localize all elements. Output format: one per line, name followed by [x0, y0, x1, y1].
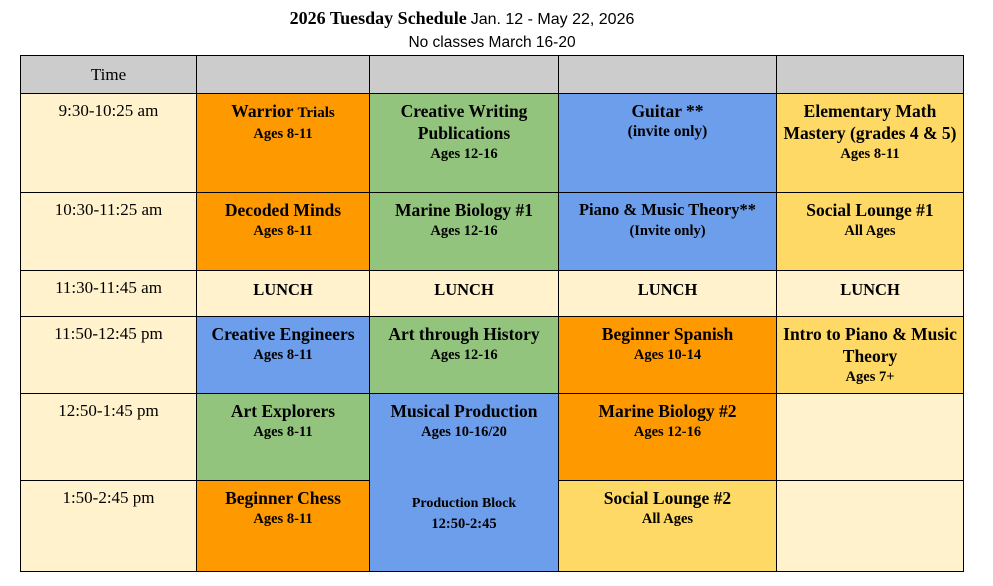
production-block-label: Production Block [411, 496, 517, 511]
class-cell [559, 94, 777, 193]
class-cell [370, 317, 559, 394]
no-classes-note: No classes March 16-20 [408, 34, 576, 51]
class-ages: (Invite only) [629, 223, 706, 239]
class-name: Creative Engineers [211, 324, 355, 344]
class-cell [197, 394, 370, 481]
time-slot: 12:50-1:45 pm [21, 394, 197, 481]
table-row [21, 317, 964, 394]
class-ages: Ages 12-16 [430, 223, 498, 239]
schedule-table [20, 55, 964, 572]
time-slot: 11:50-12:45 pm [21, 317, 197, 394]
time-slot: 9:30-10:25 am [21, 94, 197, 193]
table-row [21, 94, 964, 193]
title-text: 2026 Tuesday Schedule [289, 8, 467, 28]
class-ages: Ages 8-11 [253, 223, 313, 239]
production-block-cell [370, 394, 559, 572]
class-cell [777, 317, 964, 394]
schedule-title [0, 8, 924, 29]
class-ages: Ages 7+ [845, 369, 895, 385]
class-ages: Ages 8-11 [253, 424, 313, 440]
class-cell [777, 193, 964, 271]
class-ages: All Ages [641, 511, 694, 527]
class-cell [559, 394, 777, 481]
class-ages: Ages 8-11 [253, 126, 313, 142]
class-cell [197, 481, 370, 572]
class-ages: Ages 8-11 [253, 347, 313, 363]
class-name: Intro to Piano & Music Theory [783, 324, 957, 366]
class-ages: Ages 10-14 [633, 347, 702, 363]
class-name: Beginner Chess [225, 488, 341, 508]
time-slot: 11:30-11:45 am [21, 271, 197, 317]
class-cell [559, 317, 777, 394]
class-cell [197, 317, 370, 394]
class-ages: Ages 8-11 [253, 511, 313, 527]
time-header: Time [21, 56, 197, 94]
time-slot: 10:30-11:25 am [21, 193, 197, 271]
class-cell [559, 481, 777, 572]
column-header-4 [777, 56, 964, 94]
class-name-part: Trials [297, 105, 335, 121]
class-ages: Ages 8-11 [840, 146, 900, 162]
class-name-part: Warrior [231, 101, 294, 121]
empty-cell [777, 481, 964, 572]
time-slot: 1:50-2:45 pm [21, 481, 197, 572]
date-range: Jan. 12 - May 22, 2026 [470, 11, 635, 28]
table-row [21, 394, 964, 481]
class-ages: (invite only) [627, 123, 708, 140]
class-name: Social Lounge #2 [603, 488, 732, 508]
class-name: Social Lounge #1 [806, 200, 934, 220]
class-ages: All Ages [844, 223, 896, 239]
class-name: Decoded Minds [224, 200, 342, 220]
class-cell [197, 193, 370, 271]
class-name: Creative Writing Publications [400, 101, 528, 143]
header-row [21, 56, 964, 94]
table-row [21, 271, 964, 317]
column-header-2 [370, 56, 559, 94]
lunch-cell: LUNCH [559, 271, 777, 317]
class-name: Elementary Math Mastery (grades 4 & 5) [783, 101, 957, 143]
column-header-3 [559, 56, 777, 94]
class-name: Guitar ** [631, 101, 704, 121]
class-name: Marine Biology #1 [394, 200, 534, 220]
class-ages: Ages 12-16 [430, 347, 498, 363]
table-row [21, 193, 964, 271]
production-block-time: 12:50-2:45 [431, 516, 497, 532]
class-cell [370, 94, 559, 193]
class-name [199, 94, 367, 124]
class-name: Beginner Spanish [601, 324, 734, 344]
class-name: Art Explorers [230, 401, 336, 421]
class-cell [777, 94, 964, 193]
lunch-cell: LUNCH [197, 271, 370, 317]
class-name: Marine Biology #2 [598, 401, 737, 421]
class-ages: Ages 12-16 [633, 424, 702, 440]
class-ages: Ages 12-16 [430, 146, 498, 162]
class-name: Piano & Music Theory** [578, 200, 757, 219]
class-ages: Ages 10-16/20 [421, 424, 507, 440]
lunch-cell: LUNCH [777, 271, 964, 317]
column-header-1 [197, 56, 370, 94]
class-name: Musical Production [390, 401, 538, 421]
empty-cell [777, 394, 964, 481]
class-name: Art through History [388, 324, 540, 344]
class-cell [197, 94, 370, 193]
class-cell [559, 193, 777, 271]
lunch-cell: LUNCH [370, 271, 559, 317]
class-cell [370, 193, 559, 271]
